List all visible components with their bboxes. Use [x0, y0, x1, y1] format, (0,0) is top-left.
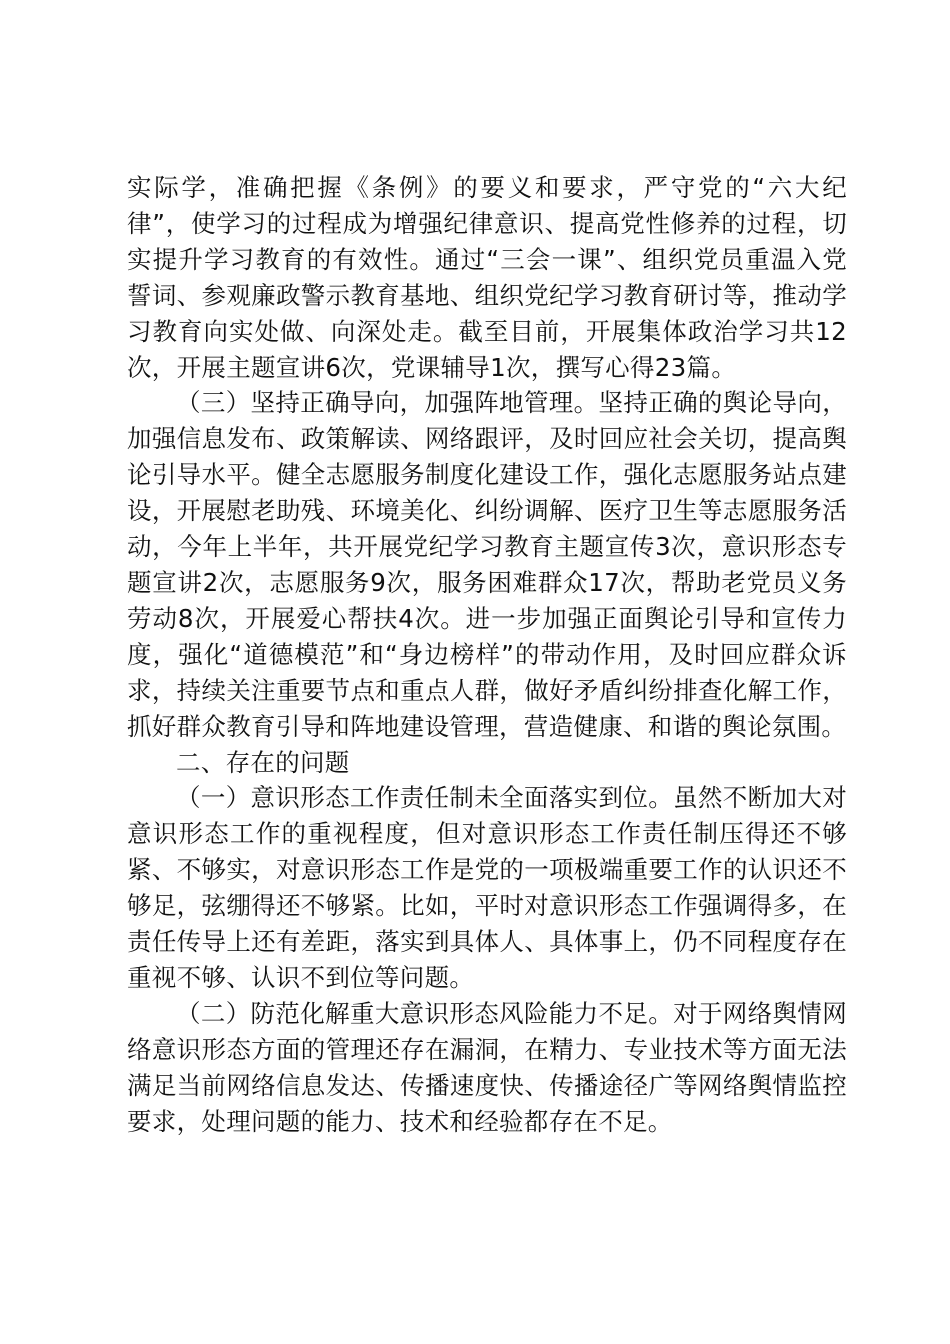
heading-existing-problems: 二、存在的问题: [176, 747, 350, 777]
document-body: [127, 170, 847, 1139]
paragraph-section-three: （三）坚持正确导向，加强阵地管理。坚持正确的舆论导向，加强信息发布、政策解读、网络跟评，及时回应社会关切，提高舆论引导水平。健全志愿服务制度化建设工作，强化志愿服务站点建设，开展慰老助残、环境美化、纠纷调解、医疗卫生等志愿服务活动，今年上半年，共开展党纪学习教育主题宣传3次，意识形态专题宣讲2次，志愿服务9次，服务困难群众17次，帮助老党员义务劳动8次，开展爱心帮扶4次。进一步加强正面舆论引导和宣传力度，强化“道德模范”和“身边榜样”的带动作用，及时回应群众诉求，持续关注重要节点和重点人群，做好矛盾纠纷排查化解工作，抓好群众教育引导和阵地建设管理，营造健康、和谐的舆论氛围。: [127, 388, 847, 741]
paragraph-problem-one: （一）意识形态工作责任制未全面落实到位。虽然不断加大对意识形态工作的重视程度，但对意识形态工作责任制压得还不够紧、不够实，对意识形态工作是党的一项极端重要工作的认识还不够足，弦绷得还不够紧。比如，平时对意识形态工作强调得多，在责任传导上还有差距，落实到具体人、具体事上，仍不同程度存在重视不够、认识不到位等问题。: [127, 783, 847, 992]
paragraph-problem-two: （二）防范化解重大意识形态风险能力不足。对于网络舆情网络意识形态方面的管理还存在漏洞，在精力、专业技术等方面无法满足当前网络信息发达、传播速度快、传播途径广等网络舆情监控要求，处理问题的能力、技术和经验都存在不足。: [127, 998, 847, 1136]
paragraph-study-continued: 实际学，准确把握《条例》的要义和要求，严守党的“六大纪律”，使学习的过程成为增强纪律意识、提高党性修养的过程，切实提升学习教育的有效性。通过“三会一课”、组织党员重温入党誓词、参观廉政警示教育基地、组织党纪学习教育研讨等，推动学习教育向实处做、向深处走。截至目前，开展集体政治学习共12次，开展主题宣讲6次，党课辅导1次，撰写心得23篇。: [127, 173, 847, 382]
